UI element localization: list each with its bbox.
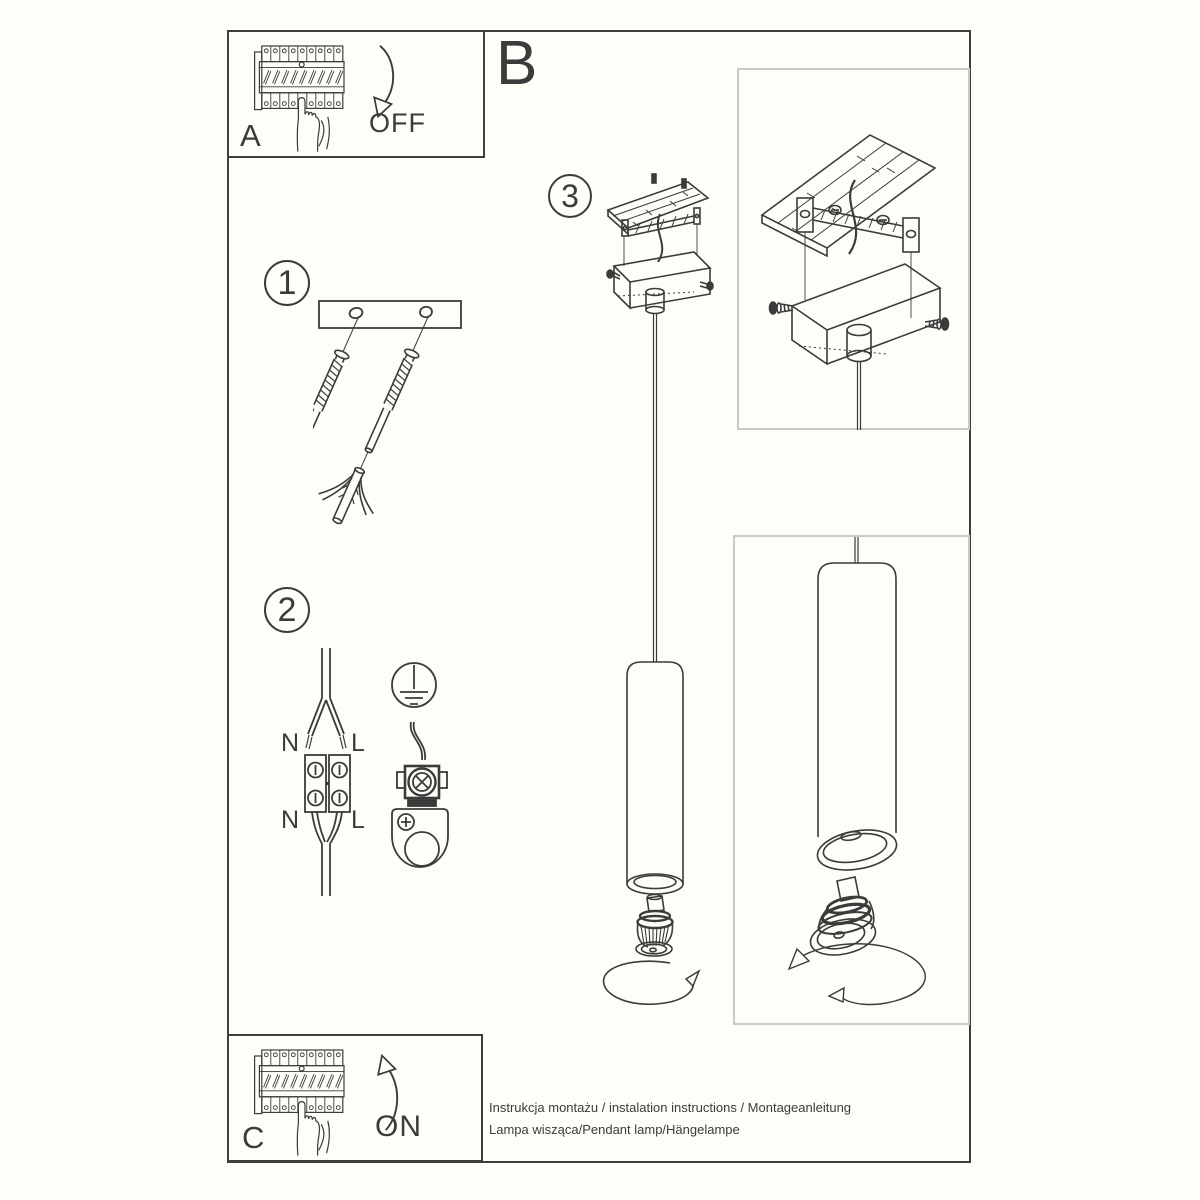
canopy-drawing <box>607 252 713 314</box>
pendant-cord-drawing <box>654 313 657 662</box>
panel-a-box <box>227 30 485 158</box>
panel-a-label: A <box>240 118 261 153</box>
footer-line-1: Instrukcja montażu / instalation instructions / Montageanleitung <box>489 1100 852 1115</box>
step-1-badge <box>264 260 310 306</box>
step-2-number: 2 <box>277 590 297 629</box>
mounting-plate-and-anchors-drawing <box>313 292 548 557</box>
lamp-holder-drawing <box>392 722 448 867</box>
pendant-lamp-drawing <box>558 170 733 1005</box>
live-label-bottom: L <box>351 806 365 834</box>
canopy-screw-right <box>925 318 949 330</box>
anchor-screw-right <box>313 306 455 535</box>
rotation-arrow-large-icon <box>789 944 925 1005</box>
terminal-block-drawing <box>305 755 350 812</box>
lamp-tube-drawing <box>627 662 683 894</box>
circuit-breaker-icon <box>251 40 353 154</box>
on-label: ON <box>375 1110 422 1143</box>
step-1-number: 1 <box>277 263 297 302</box>
gu10-bulb-drawing <box>636 895 673 957</box>
bulb-install-detail-drawing <box>733 535 970 1025</box>
rotation-arrow-icon <box>604 961 699 1004</box>
footer-line-2: Lampa wisząca/Pendant lamp/Hängelampe <box>489 1121 740 1137</box>
circuit-breaker-icon <box>251 1044 353 1158</box>
canopy-screw-left <box>770 302 794 314</box>
step-2-badge <box>264 587 310 633</box>
neutral-label-top: N <box>281 729 300 757</box>
live-label-top: L <box>351 729 365 757</box>
footer-captions <box>489 1097 851 1140</box>
section-b-label: B <box>496 29 538 98</box>
anchor-screw-left <box>313 307 385 536</box>
panel-c-label: C <box>242 1120 265 1155</box>
earth-symbol-icon <box>392 663 436 707</box>
panel-c-box <box>227 1034 483 1162</box>
off-label: OFF <box>369 108 426 138</box>
ceiling-mount-detail-drawing <box>737 68 970 430</box>
gu10-bulb-detail-drawing <box>807 877 879 960</box>
step-3-number: 3 <box>561 177 579 214</box>
neutral-label-bottom: N <box>281 806 300 834</box>
wiring-drawing <box>272 642 472 902</box>
